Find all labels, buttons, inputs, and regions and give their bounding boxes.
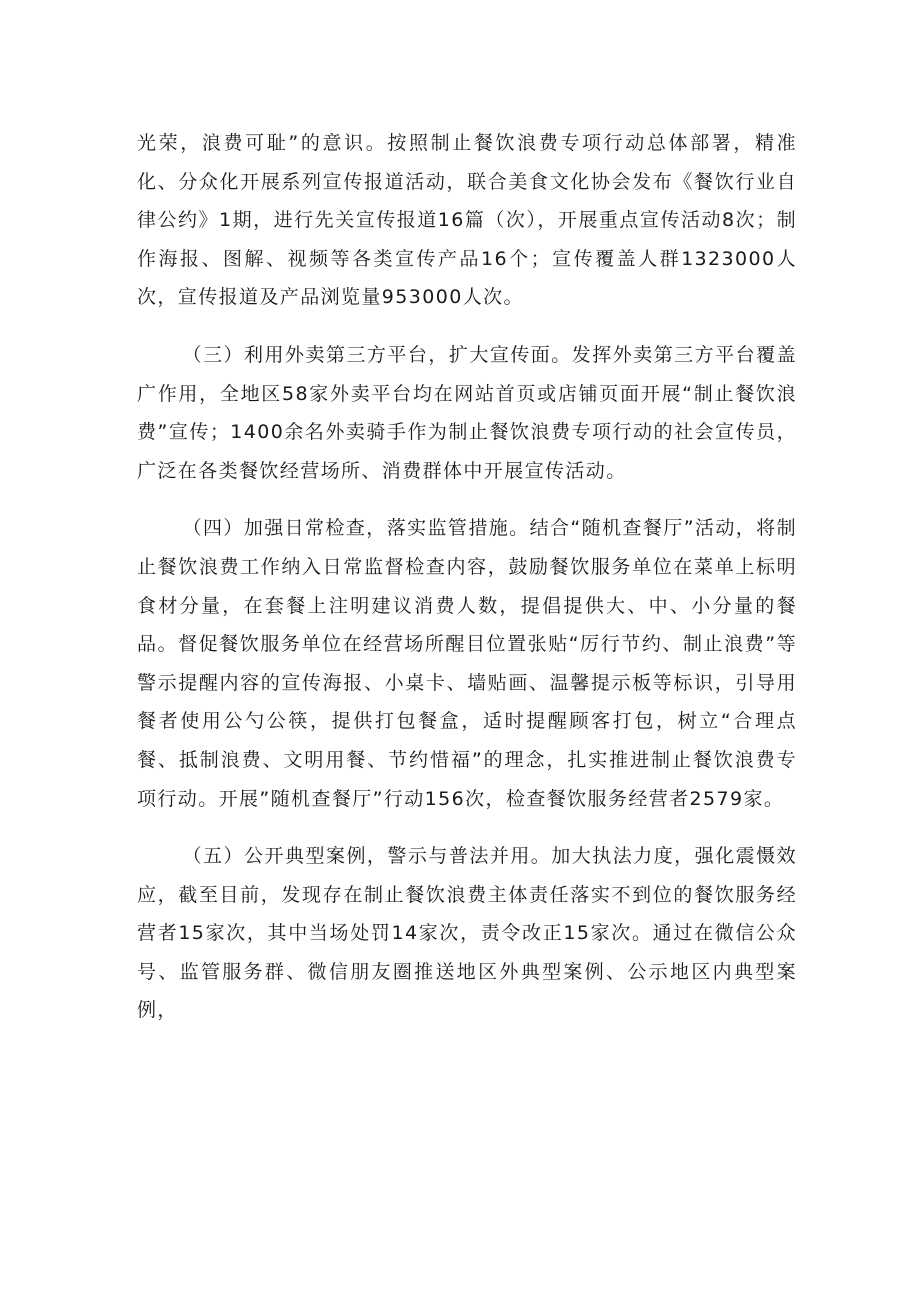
paragraph-section-five-typical-cases: （五）公开典型案例，警示与普法并用。加大执法力度，强化震慑效应，截至目前，发现存在制止餐饮浪费主体责任落实不到位的餐饮服务经营者15家次，其中当场处罚14家次，责令改正15家次。通过在微信公众号、监管服务群、微信朋友圈推送地区外典型案例、公示地区内典型案例，: [137, 845, 797, 1022]
paragraph-section-three-takeout-platforms: （三）利用外卖第三方平台，扩大宣传面。发挥外卖第三方平台覆盖广作用，全地区58家外卖平台均在网站首页或店铺页面开展“制止餐饮浪费”宣传；1400余名外卖骑手作为制止餐饮浪费专项行动的社会宣传员，广泛在各类餐饮经营场所、消费群体中开展宣传活动。: [137, 343, 797, 482]
paragraph-publicity-results: 光荣，浪费可耻”的意识。按照制止餐饮浪费专项行动总体部署，精准化、分众化开展系列宣传报道活动，联合美食文化协会发布《餐饮行业自律公约》1期，进行先关宣传报道16篇（次），开展重点宣传活动8次；制作海报、图解、视频等各类宣传产品16个；宣传覆盖人群1323000人次，宣传报道及产品浏览量953000人次。: [137, 132, 797, 309]
document-body: [137, 124, 797, 1030]
paragraph-section-four-daily-inspection: （四）加强日常检查，落实监管措施。结合“随机查餐厅”活动，将制止餐饮浪费工作纳入日常监督检查内容，鼓励餐饮服务单位在菜单上标明食材分量，在套餐上注明建议消费人数，提倡提供大、中、小分量的餐品。督促餐饮服务单位在经营场所醒目位置张贴“厉行节约、制止浪费”等警示提醒内容的宣传海报、小桌卡、墙贴画、温馨提示板等标识，引导用餐者使用公勺公筷，提供打包餐盒，适时提醒顾客打包，树立“合理点餐、抵制浪费、文明用餐、节约惜福”的理念，扎实推进制止餐饮浪费专项行动。开展”随机查餐厅”行动156次，检查餐饮服务经营者2579家。: [137, 517, 797, 810]
